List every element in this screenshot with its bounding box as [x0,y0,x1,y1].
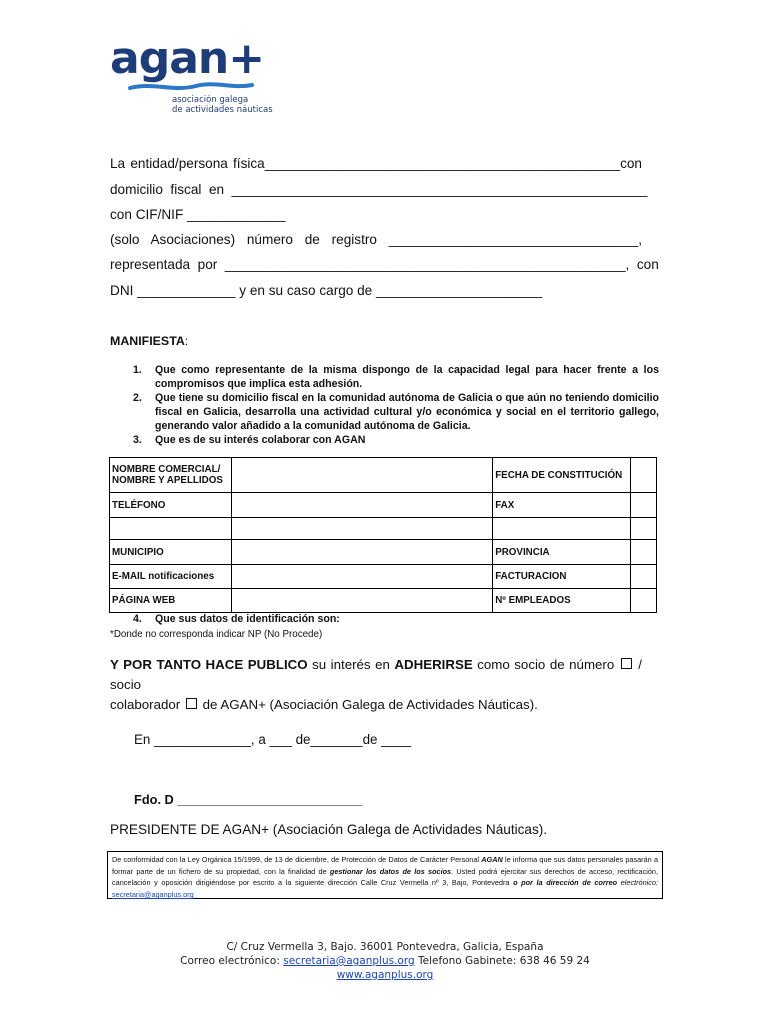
email-field[interactable] [231,565,492,589]
dni-line: DNI _____________ y en su caso cargo de ______________________ [110,283,543,298]
footer-contact [0,955,770,967]
footer-web [0,969,770,981]
manifest-list [133,363,659,447]
facturacion-field[interactable] [631,565,657,589]
logo-subtitle-line1: asociación galega [172,95,249,105]
web-field[interactable] [231,589,492,613]
blank-cell[interactable] [493,518,631,540]
legal-bold-socios: gestionar los datos de los socios [329,866,452,876]
declaration-bold1: Y POR TANTO HACE PUBLICO [110,657,308,672]
date-line: En _____________, a ___ de_______de ____ [134,732,412,747]
item-text: Que sus datos de identificación son: [155,613,340,625]
item-text: Que es de su interés colaborar con AGAN [155,434,366,446]
item-number: 2. [133,392,142,404]
declaration-bold2: ADHERIRSE [394,657,473,672]
legal-bold-correo: o por la dirección de correo [513,878,618,888]
item-number: 3. [133,434,142,446]
label-empleados: Nº EMPLEADOS [493,589,631,613]
item-number: 1. [133,364,142,376]
fax-field[interactable] [631,493,657,518]
logo-subtitle [172,95,273,115]
blank-cell[interactable] [110,518,232,540]
legal-email-link[interactable]: secretaria@aganplus.org [112,890,194,900]
label-web: PÁGINA WEB [110,589,232,613]
declaration-line1 [110,655,642,695]
registry-line: (solo Asociaciones) número de registro _________________________________, [110,232,642,247]
president-line: PRESIDENTE DE AGAN+ (Asociación Galega de Actividades Náuticas). [110,822,548,837]
identification-table [109,457,657,613]
legal-text-1: De conformidad con la Ley Orgánica 15/1999, de 13 de diciembre, de Protección de Datos de Carácter Personal [112,855,482,864]
footer-email-label: Correo electrónico: [180,955,284,967]
np-note: *Donde no corresponda indicar NP (No Procede) [110,629,323,640]
manifiesta-label: MANIFIESTA [110,334,185,348]
label-facturacion: FACTURACION [493,565,631,589]
label-nombre: NOMBRE COMERCIAL/ NOMBRE Y APELLIDOS [110,458,232,493]
declaration-line2 [110,695,642,715]
list-item [133,433,659,447]
empleados-field[interactable] [631,589,657,613]
item-text: Que como representante de la misma dispongo de la capacidad legal para hacer frente a los compromisos que implica esta adhesión. [155,364,659,390]
manifiesta-colon: : [184,334,189,348]
declaration-text5: de AGAN+ (Asociación Galega de Actividades Náuticas). [198,697,538,712]
item-text: Que tiene su domicilio fiscal en la comunidad autónoma de Galicia o que aún no teniendo domicilio fiscal en Galicia, desarrolla una actividad cultural y/o económica y social en el territorio gallego, generando valor añadido a la comunidad autónoma de Galicia. [155,392,659,432]
declaration-text1: su interés en [307,657,395,672]
declaration-text4: colaborador [110,697,181,712]
logo-subtitle-line2: de actividades náuticas [172,105,273,115]
legal-text-2: le informa que sus datos personales pasarán a formar parte de un fichero de su propiedad, con la finalidad de [112,855,659,876]
provincia-field[interactable] [631,540,657,565]
cif-line: con CIF/NIF _____________ [110,207,286,222]
list-item [133,612,659,626]
fecha-field[interactable] [631,458,657,493]
legal-text-4: electrónico: [617,878,659,888]
telefono-field[interactable] [231,493,492,518]
declaration-text3: / socio [110,657,642,692]
socio-numero-checkbox[interactable] [621,658,632,669]
item-number: 4. [133,613,142,625]
blank-cell[interactable] [631,518,657,540]
label-fecha: FECHA DE CONSTITUCIÓN [493,458,631,493]
data-protection-notice [107,851,663,899]
agan-logo [110,34,264,84]
legal-text-3: . Usted podrá ejercitar sus derechos de acceso, rectificación, cancelación y oposición dirigiéndose por escrito a la siguiente dirección Calle Cruz Vermella nº 3, Bajo, Pontevedra [112,866,658,888]
legal-bold-agan: AGAN [481,855,503,864]
declaration-text2: como socio de número [472,657,615,672]
list-item [133,363,659,391]
logo-name: agan+ [110,33,265,84]
declaration [110,655,642,715]
socio-colaborador-checkbox[interactable] [186,698,197,709]
footer-address: C/ Cruz Vermella 3, Bajo. 36001 Pontevedra, Galicia, España [226,941,544,953]
label-email: E-MAIL notificaciones [110,565,232,589]
municipio-field[interactable] [231,540,492,565]
label-municipio: MUNICIPIO [110,540,232,565]
label-telefono: TELÉFONO [110,493,232,518]
entity-line: La entidad/persona física_______________________________________________con [110,156,642,171]
manifiesta-heading [110,334,188,348]
list-item [133,391,659,433]
footer-email-link[interactable]: secretaria@aganplus.org [283,955,415,967]
footer-phone: Telefono Gabinete: 638 46 59 24 [414,955,590,967]
label-fax: FAX [493,493,631,518]
fiscal-address-line: domicilio fiscal en _______________________________________________________ [110,182,648,197]
nombre-field[interactable] [231,458,492,493]
wave-icon [128,80,254,94]
signature-line: Fdo. D __________________________ [134,792,363,807]
represented-line: representada por _____________________________________________________, con [110,257,659,272]
blank-cell[interactable] [231,518,492,540]
footer-web-link[interactable]: www.aganplus.org [336,969,434,981]
label-provincia: PROVINCIA [493,540,631,565]
item-4 [133,612,659,626]
